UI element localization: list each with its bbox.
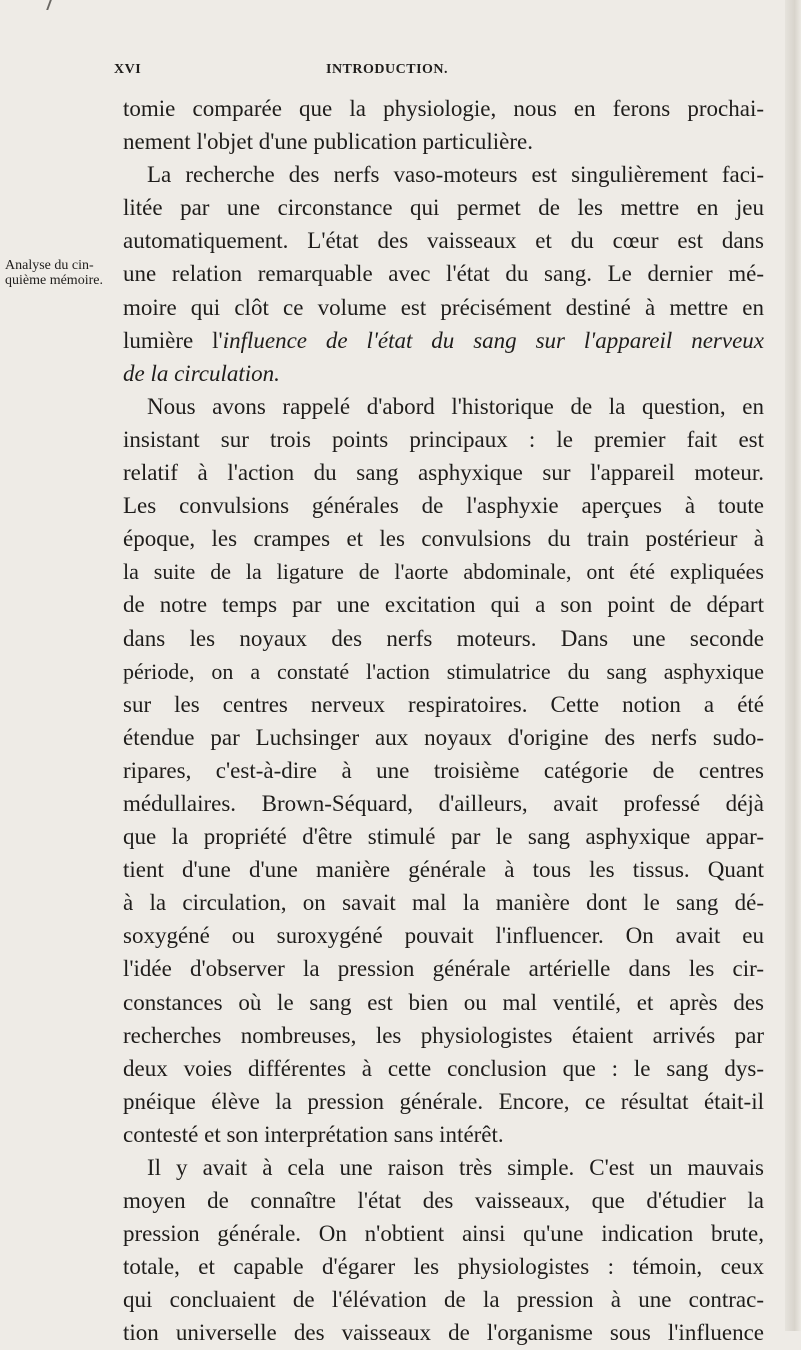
page-edge-shadow: [785, 0, 801, 1331]
text-roman: lumière l': [123, 327, 223, 353]
text-line: La recherche des nerfs vaso-moteurs est singulièrement faci-: [147, 162, 764, 188]
text-line: pression générale. On n'obtient ainsi qu'une indication brute,: [123, 1221, 764, 1247]
text-line: nement l'objet d'une publication particulière.: [123, 129, 534, 155]
text-line: tion universelle des vaisseaux de l'organisme sous l'influence: [123, 1320, 764, 1346]
text-line: de notre temps par une excitation qui a son point de départ: [123, 592, 764, 618]
text-line: tient d'une d'une manière générale à tous les tissus. Quant: [123, 857, 764, 883]
text-line: Nous avons rappelé d'abord l'historique de la question, en: [147, 393, 764, 419]
marginal-note-line: quième mémoire.: [5, 273, 103, 288]
text-line: contesté et son interprétation sans intérêt.: [123, 1121, 504, 1147]
text-line: dans les noyaux des nerfs moteurs. Dans une seconde: [123, 625, 764, 651]
page-number: XVI: [114, 62, 142, 77]
text-line: deux voies différentes à cette conclusion que : le sang dys-: [123, 1055, 764, 1081]
text-line: étendue par Luchsinger aux noyaux d'origine des nerfs sudo-: [123, 724, 764, 750]
text-line: sur les centres nerveux respiratoires. Cette notion a été: [123, 691, 764, 717]
text-line: Les convulsions générales de l'asphyxie aperçues à toute: [123, 493, 764, 519]
text-line: moire qui clôt ce volume est précisément destiné à mettre en: [123, 294, 764, 320]
text-line: une relation remarquable avec l'état du sang. Le dernier mé-: [123, 261, 764, 287]
marginal-note: [5, 258, 117, 288]
text-italic: influence de l'état du sang sur l'appareil nerveux: [222, 327, 764, 353]
text-line: constances où le sang est bien ou mal ventilé, et après des: [123, 989, 764, 1015]
body-text: [123, 92, 764, 1350]
text-line: recherches nombreuses, les physiologistes étaient arrivés par: [123, 1022, 764, 1048]
text-line: insistant sur trois points principaux : le premier fait est: [123, 426, 764, 452]
text-line: Il y avait à cela une raison très simple. C'est un mauvais: [147, 1155, 764, 1180]
marginal-note-line: Analyse du cin-: [5, 258, 94, 273]
text-line: totale, et capable d'égarer les physiologistes : témoin, ceux: [123, 1254, 764, 1280]
text-line: médullaires. Brown-Séquard, d'ailleurs, avait professé déjà: [123, 790, 764, 816]
text-line: la suite de la ligature de l'aorte abdominale, ont été expliquées: [123, 559, 764, 585]
header-title: INTRODUCTION.: [326, 62, 449, 77]
text-line-mixed: [123, 324, 764, 357]
text-line: automatiquement. L'état des vaisseaux et du cœur est dans: [123, 228, 764, 254]
text-line: époque, les crampes et les convulsions du train postérieur à: [123, 526, 764, 552]
text-line: tomie comparée que la physiologie, nous en ferons prochai-: [123, 96, 764, 121]
text-line-italic: de la circulation.: [123, 360, 280, 386]
text-line: l'idée d'observer la pression générale artérielle dans les cir-: [123, 956, 764, 982]
text-line: litée par une circonstance qui permet de les mettre en jeu: [123, 195, 764, 221]
corner-mark: [46, 0, 52, 10]
text-line: moyen de connaître l'état des vaisseaux, que d'étudier la: [123, 1188, 764, 1214]
text-line: soxygéné ou suroxygéné pouvait l'influencer. On avait eu: [123, 923, 764, 949]
text-line: que la propriété d'être stimulé par le sang asphyxique appar-: [123, 824, 764, 850]
text-line: qui concluaient de l'élévation de la pression à une contrac-: [123, 1287, 764, 1313]
text-line: pnéique élève la pression générale. Encore, ce résultat était-il: [123, 1088, 764, 1114]
text-line: ripares, c'est-à-dire à une troisième catégorie de centres: [123, 757, 764, 783]
text-line: relatif à l'action du sang asphyxique sur l'appareil moteur.: [123, 460, 764, 486]
text-line: à la circulation, on savait mal la manière dont le sang dé-: [123, 890, 764, 916]
text-line: période, on a constaté l'action stimulatrice du sang asphyxique: [123, 658, 764, 684]
